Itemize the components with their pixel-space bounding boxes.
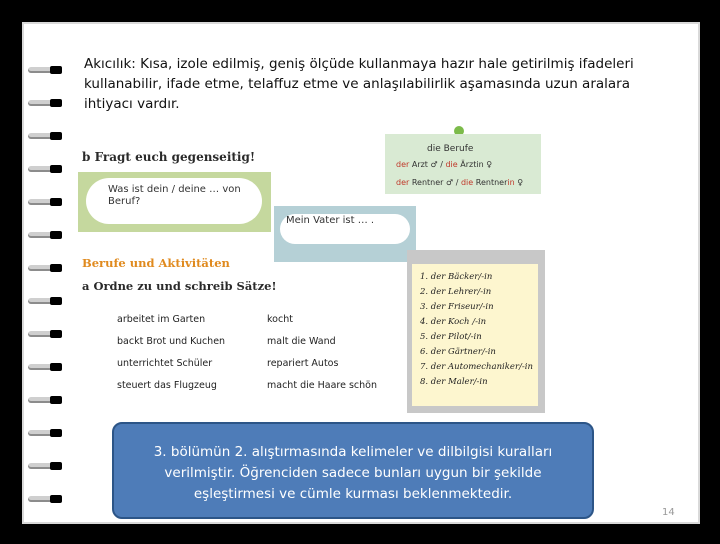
article-der: der: [396, 160, 410, 169]
profession-item: 4. der Koch /-in: [420, 317, 487, 327]
article-die: die: [445, 160, 458, 169]
ring-icon: [28, 163, 64, 175]
berufe-row-arzt: [396, 160, 492, 169]
suffix-in: in: [507, 178, 515, 187]
callout-text: 3. bölümün 2. alıştırmasında kelimeler ve dilbilgisi kuralları verilmiştir. Öğrenciden sadece bunları uygun bir şekilde eşleştirmesi ve cümle kurması beklenmektedir.: [153, 444, 553, 502]
ring-icon: [28, 64, 64, 76]
activity-item: backt Brot und Kuchen: [117, 336, 226, 347]
berufe-info-box: [385, 134, 541, 194]
ring-icon: [28, 427, 64, 439]
task-b-heading: b Fragt euch gegenseitig!: [82, 150, 256, 164]
activity-item: repariert Autos: [267, 358, 339, 369]
ring-icon: [28, 130, 64, 142]
ring-icon: [28, 262, 64, 274]
profession-item: 1. der Bäcker/-in: [420, 272, 493, 282]
bubble-answer-text: Mein Vater ist … .: [286, 215, 375, 226]
slide-title: Akıcılık: Kısa, izole edilmiş, geniş ölçüde kullanmaya hazır hale getirilmiş ifadeleri kullanabilir, ifade etme, telaffuz etme ve anlaşılabilirlik aşamasında uzun aralara ihtiyacı vardır.: [84, 56, 634, 112]
male-symbol-icon: ♂: [430, 160, 438, 169]
ring-icon: [28, 460, 64, 472]
activity-item: kocht: [267, 314, 293, 325]
noun-feminine: Rentner: [475, 178, 508, 187]
separator: /: [440, 160, 443, 169]
profession-item: 7. der Automechaniker/-in: [420, 362, 533, 372]
page-number: 14: [662, 507, 675, 518]
professions-list: [412, 264, 538, 406]
activity-item: steuert das Flugzeug: [117, 380, 217, 391]
section-title: Berufe und Aktivitäten: [82, 256, 230, 270]
ring-icon: [28, 328, 64, 340]
female-symbol-icon: ♀: [486, 160, 493, 169]
profession-item: 3. der Friseur/-in: [420, 302, 494, 312]
activity-item: macht die Haare schön: [267, 380, 377, 391]
speech-bubble-answer: [274, 206, 416, 262]
ring-icon: [28, 97, 64, 109]
noun-masculine: Arzt: [411, 160, 428, 169]
activity-item: unterrichtet Schüler: [117, 358, 213, 369]
berufe-row-rentner: [396, 178, 523, 187]
male-symbol-icon: ♂: [446, 178, 454, 187]
noun-feminine: Ärztin: [460, 160, 484, 169]
separator: /: [455, 178, 459, 187]
task-a-heading: a Ordne zu und schreib Sätze!: [82, 279, 277, 293]
profession-item: 5. der Pilot/-in: [420, 332, 482, 342]
ring-icon: [28, 394, 64, 406]
profession-item: 6. der Gärtner/-in: [420, 347, 496, 357]
female-symbol-icon: ♀: [517, 178, 524, 187]
ring-icon: [28, 493, 64, 505]
speech-bubble-question: [78, 172, 271, 232]
activity-item: arbeitet im Garten: [117, 314, 206, 325]
activity-item: malt die Wand: [267, 336, 336, 347]
article-der: der: [396, 178, 410, 187]
explanation-callout: [112, 422, 594, 519]
profession-item: 2. der Lehrer/-in: [420, 287, 492, 297]
ring-icon: [28, 229, 64, 241]
noun-masculine: Rentner: [411, 178, 444, 187]
ring-icon: [28, 361, 64, 373]
article-die: die: [460, 178, 474, 187]
ring-icon: [28, 295, 64, 307]
bubble-question-text: Was ist dein / deine … von Beruf?: [108, 184, 241, 207]
ring-icon: [28, 196, 64, 208]
profession-item: 8. der Maler/-in: [420, 377, 488, 387]
spiral-binding: [24, 64, 66, 544]
berufe-box-title: die Berufe: [427, 144, 474, 154]
